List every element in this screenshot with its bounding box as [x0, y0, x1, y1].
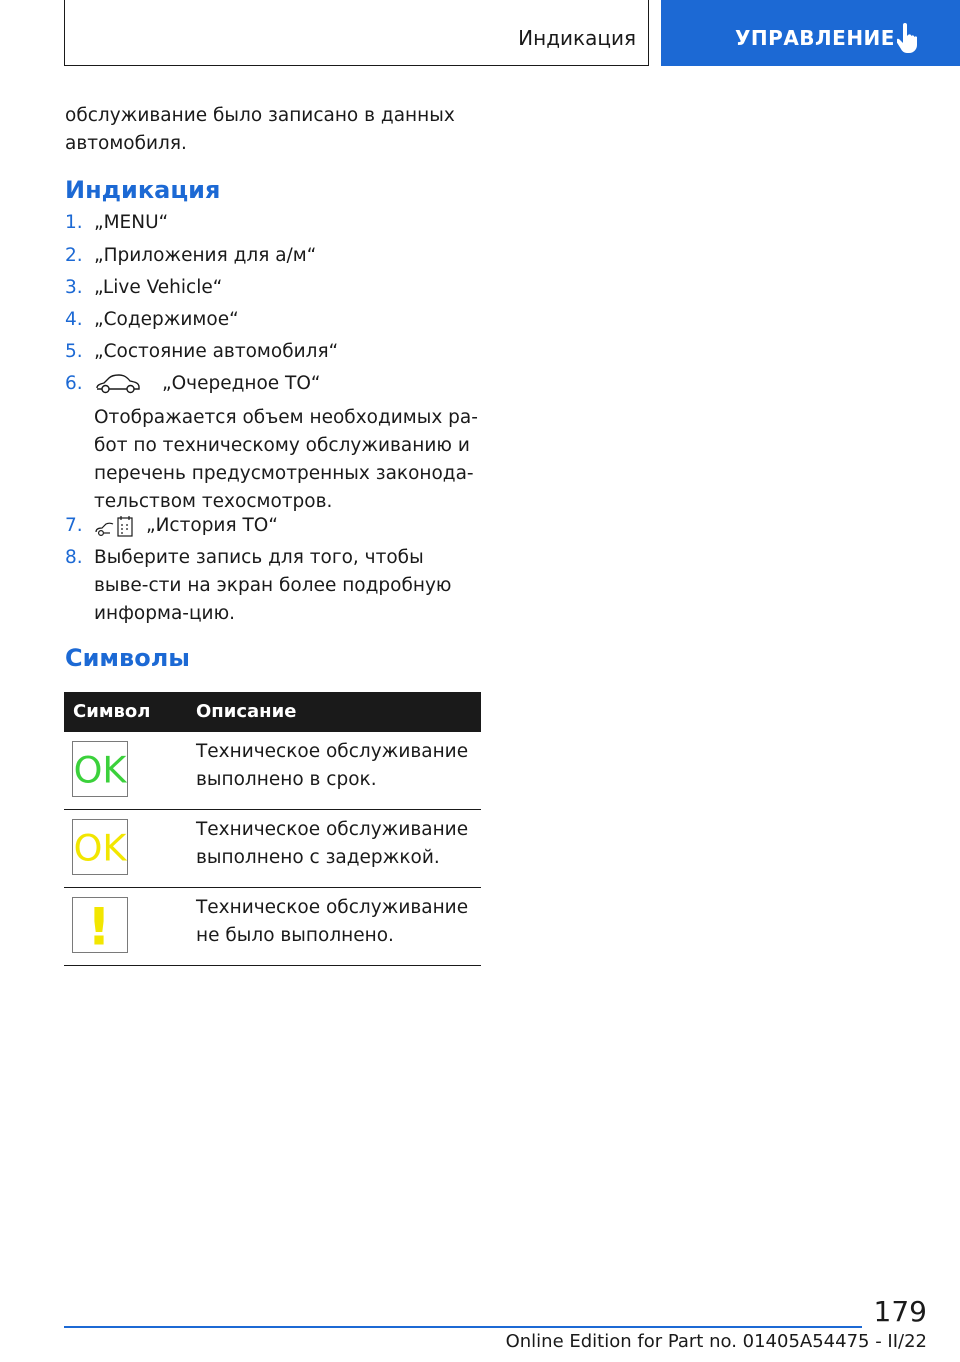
- step-number: 7.: [65, 515, 83, 536]
- step-text: „Содержимое“: [94, 309, 239, 330]
- table-row: [64, 732, 481, 810]
- step-content: [94, 370, 484, 398]
- step-subtext: Отображается объем необходимых ра-бот по техническому обслуживанию и перечень предусмотренных законода-тельством техосмотров.: [94, 407, 478, 512]
- exclamation-icon: !: [87, 898, 111, 952]
- page-number: 179: [873, 1295, 927, 1328]
- table-row: [64, 810, 481, 888]
- ok-green-icon: OK: [73, 748, 127, 792]
- step-text: „Очередное ТО“: [162, 373, 321, 394]
- step-text: Выберите запись для того, чтобы выве-сти на экран более подробную информа-цию.: [94, 547, 452, 624]
- service-history-icon: [94, 513, 134, 539]
- column-header-description: Описание: [196, 701, 297, 722]
- step-text: „Состояние автомобиля“: [94, 341, 339, 362]
- step-number: 5.: [65, 341, 83, 362]
- step-content: [94, 512, 484, 540]
- ok-yellow-icon: OK: [73, 826, 127, 870]
- hand-pointer-icon: [897, 22, 921, 54]
- step-text: „Приложения для а/м“: [94, 245, 317, 266]
- table-row: [64, 888, 481, 966]
- step-number: 1.: [65, 212, 83, 233]
- step-number: 8.: [65, 547, 83, 568]
- footer-edition: Online Edition for Part no. 01405A54475 - II/22: [505, 1331, 927, 1352]
- symbol-warning-yellow: [72, 897, 128, 953]
- chapter-tab[interactable]: [661, 0, 960, 66]
- step-number: 4.: [65, 309, 83, 330]
- footer-divider: [64, 1326, 862, 1328]
- step-text: „История ТО“: [146, 515, 278, 536]
- column-header-symbol: Символ: [73, 701, 151, 722]
- symbol-description: Техническое обслуживание не было выполнено.: [196, 897, 469, 946]
- section-header: [64, 0, 649, 66]
- heading-indication: Индикация: [65, 176, 221, 204]
- symbol-ok-yellow: [72, 819, 128, 875]
- intro-paragraph: обслуживание было записано в данных автомобиля.: [65, 105, 455, 154]
- step-number: 6.: [65, 373, 83, 394]
- car-icon: [94, 373, 142, 395]
- step-number: 2.: [65, 245, 83, 266]
- chapter-title: УПРАВЛЕНИЕ: [735, 26, 895, 50]
- step-text: „MENU“: [94, 212, 169, 233]
- symbol-ok-green: [72, 741, 128, 797]
- step-number: 3.: [65, 277, 83, 298]
- step-text: „Live Vehicle“: [94, 277, 223, 298]
- symbol-description: Техническое обслуживание выполнено с задержкой.: [196, 819, 469, 868]
- section-title: Индикация: [518, 26, 636, 50]
- heading-symbols: Символы: [65, 644, 191, 672]
- table-header: [64, 692, 481, 732]
- symbols-table: [64, 692, 481, 966]
- symbol-description: Техническое обслуживание выполнено в срок.: [196, 741, 469, 790]
